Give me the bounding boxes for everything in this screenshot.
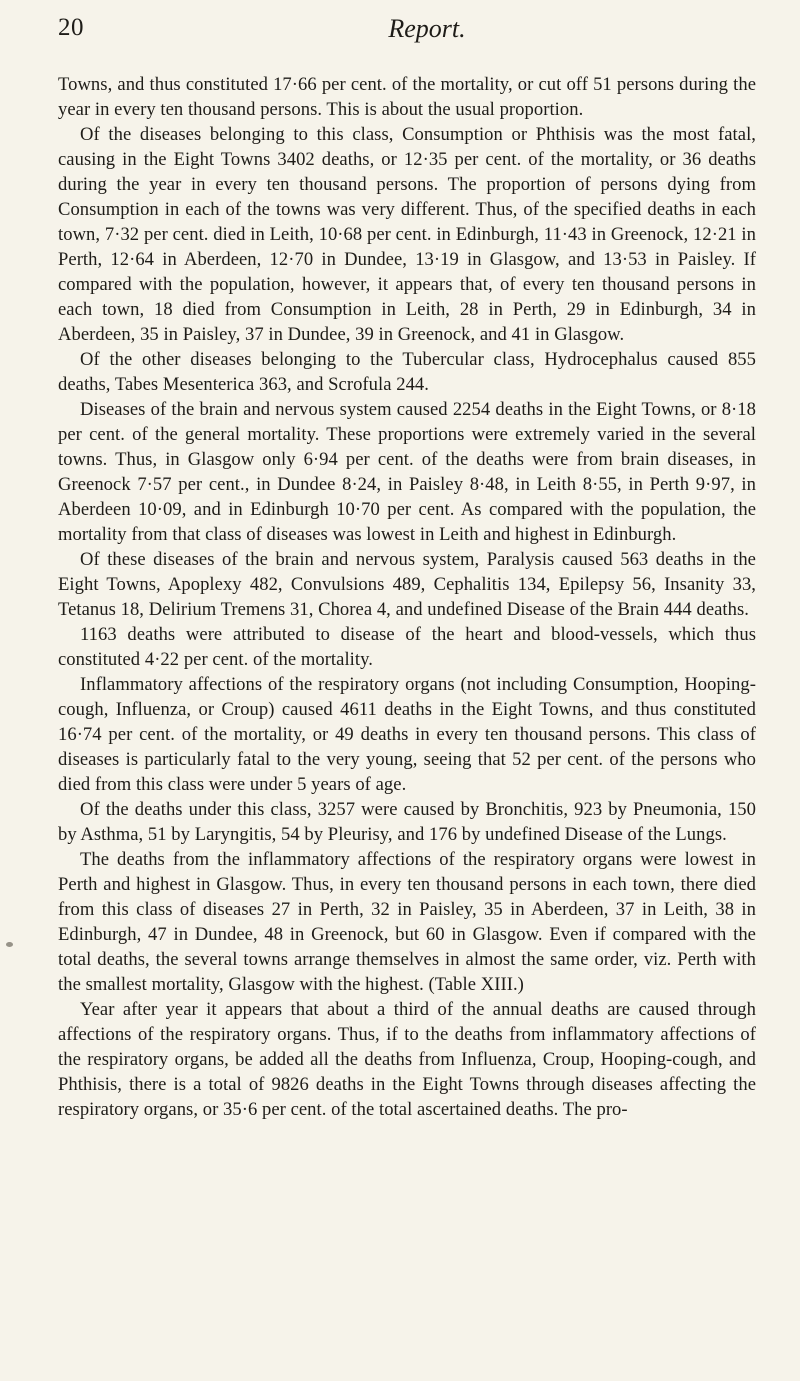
paragraph: 1163 deaths were attributed to disease of the heart and blood-vessels, which thus constituted 4·22 per cent. of the mortality. [58, 624, 756, 670]
ink-spot [6, 942, 13, 947]
paragraph: The deaths from the inflammatory affections of the respiratory organs were lowest in Perth and highest in Glasgow. Thus, in every ten thousand persons in each town, there died from this class of diseases 27 in Perth, 32 in Paisley, 35 in Aberdeen, 37 in Leith, 38 in Edinburgh, 47 in Dundee, 48 in Greenock, but 60 in Glasgow. Even if compared with the total deaths, the several towns arrange themselves in almost the same order, viz. Perth with the smallest mortality, Glasgow with the highest. (Table XIII.) [58, 849, 756, 995]
paragraph: Of the other diseases belonging to the Tubercular class, Hydrocephalus caused 855 deaths, Tabes Mesenterica 363, and Scrofula 244. [58, 349, 756, 395]
page-header [58, 14, 756, 50]
paragraph: Diseases of the brain and nervous system caused 2254 deaths in the Eight Towns, or 8·18 per cent. of the general mortality. These proportions were extremely varied in the several towns. Thus, in Glasgow only 6·94 per cent. of the deaths were from brain diseases, in Greenock 7·57 per cent., in Dundee 8·24, in Paisley 8·48, in Leith 8·55, in Perth 9·97, in Aberdeen 10·09, and in Edinburgh 10·70 per cent. As compared with the population, the mortality from that class of diseases was lowest in Leith and highest in Edinburgh. [58, 399, 756, 545]
paragraph: Of the diseases belonging to this class, Consumption or Phthisis was the most fatal, causing in the Eight Towns 3402 deaths, or 12·35 per cent. of the mortality, or 36 deaths during the year in every ten thousand persons. The proportion of persons dying from Consumption in each of the towns was very different. Thus, of the specified deaths in each town, 7·32 per cent. died in Leith, 10·68 per cent. in Edinburgh, 11·43 in Greenock, 12·21 in Perth, 12·64 in Aberdeen, 12·70 in Dundee, 13·19 in Glasgow, and 13·53 in Paisley. If compared with the population, however, it appears that, of every ten thousand persons in each town, 18 died from Consumption in Leith, 28 in Perth, 29 in Edinburgh, 34 in Aberdeen, 35 in Paisley, 37 in Dundee, 39 in Greenock, and 41 in Glasgow. [58, 124, 756, 345]
paragraph: Of these diseases of the brain and nervous system, Paralysis caused 563 deaths in the Eight Towns, Apoplexy 482, Convulsions 489, Cephalitis 134, Epilepsy 56, Insanity 33, Tetanus 18, Delirium Tremens 31, Chorea 4, and undefined Disease of the Brain 444 deaths. [58, 549, 756, 620]
page-number: 20 [58, 14, 84, 41]
paragraph: Inflammatory affections of the respiratory organs (not including Consumption, Hooping-cough, Influenza, or Croup) caused 4611 deaths in the Eight Towns, and thus constituted 16·74 per cent. of the mortality, or 49 deaths in every ten thousand persons. This class of diseases is particularly fatal to the very young, seeing that 52 per cent. of the persons who died from this class were under 5 years of age. [58, 674, 756, 795]
paragraph: Towns, and thus constituted 17·66 per cent. of the mortality, or cut off 51 persons during the year in every ten thousand persons. This is about the usual proportion. [58, 74, 756, 120]
running-head: Report. [388, 14, 466, 43]
paragraph: Of the deaths under this class, 3257 were caused by Bronchitis, 923 by Pneumonia, 150 by Asthma, 51 by Laryngitis, 54 by Pleurisy, and 176 by undefined Disease of the Lungs. [58, 799, 756, 845]
paragraph: Year after year it appears that about a third of the annual deaths are caused through affections of the respiratory organs. Thus, if to the deaths from inflammatory affections of the respiratory organs, be added all the deaths from Influenza, Croup, Hooping-cough, and Phthisis, there is a total of 9826 deaths in the Eight Towns through diseases affecting the respiratory organs, or 35·6 per cent. of the total ascertained deaths. The pro- [58, 999, 756, 1120]
body-text [58, 72, 756, 1122]
